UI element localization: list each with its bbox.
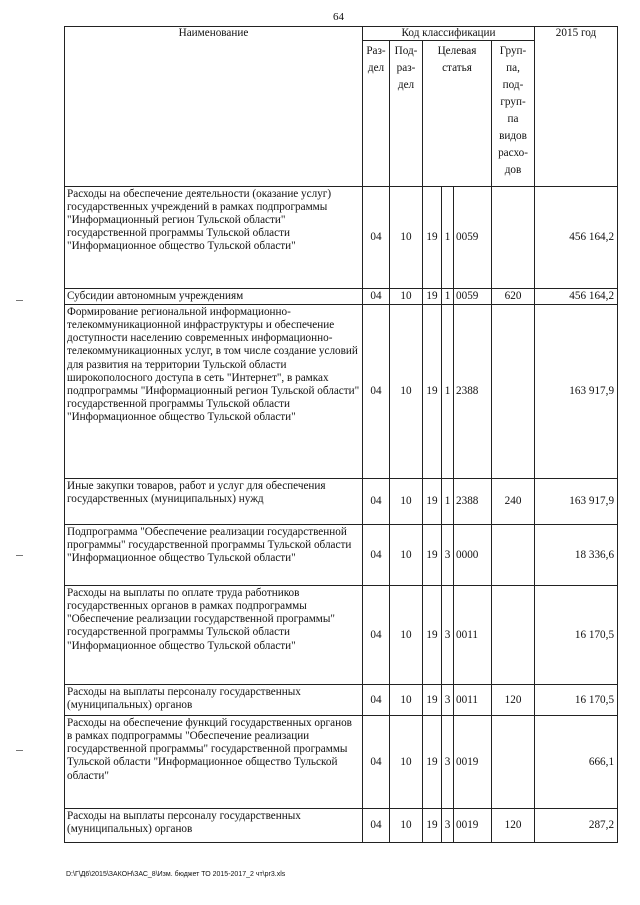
row-statya-program: 19 bbox=[423, 685, 442, 716]
table-row bbox=[65, 685, 618, 716]
row-sum: 16 170,5 bbox=[535, 586, 618, 685]
header-code-group: Код классификации bbox=[363, 27, 535, 41]
row-razdel: 04 bbox=[363, 479, 390, 525]
row-podrazdel: 10 bbox=[390, 305, 423, 479]
row-statya-code: 0011 bbox=[454, 685, 492, 716]
table-row bbox=[65, 809, 618, 843]
row-name: Расходы на выплаты по оплате труда работников государственных органов в рамках подпрограммы "Обеспечение реализации государственной программы" государственной программы Тульской области "Информационное общество Тульской области" bbox=[65, 586, 363, 685]
file-path-footer: D:\Г\Д6\2015\ЗАКОН\ЗАС_8\Изм. бюджет ТО 2015-2017_2 чт\pr3.xls bbox=[66, 871, 286, 878]
row-statya-program: 19 bbox=[423, 716, 442, 809]
row-sum: 456 164,2 bbox=[535, 289, 618, 305]
row-podrazdel: 10 bbox=[390, 479, 423, 525]
table-row bbox=[65, 586, 618, 685]
row-vid-rashodov bbox=[492, 586, 535, 685]
row-statya-code: 0019 bbox=[454, 809, 492, 843]
row-name: Расходы на обеспечение функций государственных органов в рамках подпрограммы "Обеспечение реализации государственной программы" государственной программы Тульской области "Информационное общество Тульской области" bbox=[65, 716, 363, 809]
header-vid-rashodov: Груп- па, под- груп- па видов расхо- дов bbox=[492, 41, 535, 187]
row-statya-subprogram: 1 bbox=[442, 479, 454, 525]
row-razdel: 04 bbox=[363, 289, 390, 305]
row-sum: 16 170,5 bbox=[535, 685, 618, 716]
row-statya-subprogram: 3 bbox=[442, 525, 454, 586]
row-sum: 163 917,9 bbox=[535, 479, 618, 525]
row-razdel: 04 bbox=[363, 586, 390, 685]
header-celevaya-statya: Целевая статья bbox=[423, 41, 492, 187]
row-name: Расходы на выплаты персоналу государственных (муниципальных) органов bbox=[65, 685, 363, 716]
row-statya-program: 19 bbox=[423, 289, 442, 305]
row-sum: 18 336,6 bbox=[535, 525, 618, 586]
row-statya-code: 2388 bbox=[454, 479, 492, 525]
row-statya-subprogram: 1 bbox=[442, 187, 454, 289]
row-statya-subprogram: 1 bbox=[442, 289, 454, 305]
row-podrazdel: 10 bbox=[390, 586, 423, 685]
row-statya-code: 0019 bbox=[454, 716, 492, 809]
row-name: Подпрограмма "Обеспечение реализации государственной программы" государственной программы Тульской области "Информационное общество Тульской области" bbox=[65, 525, 363, 586]
row-sum: 163 917,9 bbox=[535, 305, 618, 479]
row-statya-program: 19 bbox=[423, 809, 442, 843]
page-number: 64 bbox=[333, 11, 344, 23]
row-vid-rashodov: 120 bbox=[492, 685, 535, 716]
row-statya-program: 19 bbox=[423, 586, 442, 685]
table-row bbox=[65, 305, 618, 479]
budget-table bbox=[64, 26, 618, 843]
row-vid-rashodov bbox=[492, 305, 535, 479]
row-name: Расходы на обеспечение деятельности (оказание услуг) государственных учреждений в рамках подпрограммы "Информационный регион Тульской области" государственной программы Тульской области "Информационное общество Тульской области" bbox=[65, 187, 363, 289]
row-vid-rashodov bbox=[492, 716, 535, 809]
table-row bbox=[65, 187, 618, 289]
row-sum: 666,1 bbox=[535, 716, 618, 809]
row-name: Расходы на выплаты персоналу государственных (муниципальных) органов bbox=[65, 809, 363, 843]
table-row bbox=[65, 479, 618, 525]
row-vid-rashodov bbox=[492, 525, 535, 586]
row-name: Формирование региональной информационно-телекоммуникационной инфраструктуры и обеспечение доступности населению современных информационно-телекоммуникационных услуг, в том числе создание условий для развития на территории Тульской области широкополосного доступа в сеть "Интернет", в рамках подпрограммы "Информационный регион Тульской области" государственной программы Тульской области "Информационное общество Тульской области" bbox=[65, 305, 363, 479]
row-name: Субсидии автономным учреждениям bbox=[65, 289, 363, 305]
row-statya-subprogram: 1 bbox=[442, 305, 454, 479]
row-vid-rashodov: 120 bbox=[492, 809, 535, 843]
row-podrazdel: 10 bbox=[390, 685, 423, 716]
header-razdel: Раз- дел bbox=[363, 41, 390, 187]
row-razdel: 04 bbox=[363, 305, 390, 479]
row-razdel: 04 bbox=[363, 525, 390, 586]
header-podrazdel: Под- раз- дел bbox=[390, 41, 423, 187]
row-statya-program: 19 bbox=[423, 479, 442, 525]
margin-mark bbox=[16, 750, 23, 751]
row-statya-code: 0011 bbox=[454, 586, 492, 685]
table-row bbox=[65, 525, 618, 586]
row-statya-code: 0000 bbox=[454, 525, 492, 586]
margin-mark bbox=[16, 300, 23, 301]
row-sum: 287,2 bbox=[535, 809, 618, 843]
row-statya-code: 2388 bbox=[454, 305, 492, 479]
row-statya-subprogram: 3 bbox=[442, 685, 454, 716]
row-podrazdel: 10 bbox=[390, 716, 423, 809]
row-vid-rashodov bbox=[492, 187, 535, 289]
row-podrazdel: 10 bbox=[390, 809, 423, 843]
row-statya-code: 0059 bbox=[454, 289, 492, 305]
row-statya-subprogram: 3 bbox=[442, 586, 454, 685]
row-statya-program: 19 bbox=[423, 525, 442, 586]
row-razdel: 04 bbox=[363, 685, 390, 716]
margin-mark bbox=[16, 555, 23, 556]
table-row bbox=[65, 716, 618, 809]
row-podrazdel: 10 bbox=[390, 187, 423, 289]
row-vid-rashodov: 620 bbox=[492, 289, 535, 305]
row-sum: 456 164,2 bbox=[535, 187, 618, 289]
table-row bbox=[65, 289, 618, 305]
header-year: 2015 год bbox=[535, 27, 618, 187]
row-name: Иные закупки товаров, работ и услуг для обеспечения государственных (муниципальных) нужд bbox=[65, 479, 363, 525]
row-podrazdel: 10 bbox=[390, 289, 423, 305]
row-vid-rashodov: 240 bbox=[492, 479, 535, 525]
row-statya-program: 19 bbox=[423, 187, 442, 289]
header-name: Наименование bbox=[65, 27, 363, 187]
row-statya-code: 0059 bbox=[454, 187, 492, 289]
row-podrazdel: 10 bbox=[390, 525, 423, 586]
row-statya-subprogram: 3 bbox=[442, 809, 454, 843]
row-statya-program: 19 bbox=[423, 305, 442, 479]
row-razdel: 04 bbox=[363, 187, 390, 289]
row-razdel: 04 bbox=[363, 809, 390, 843]
row-razdel: 04 bbox=[363, 716, 390, 809]
row-statya-subprogram: 3 bbox=[442, 716, 454, 809]
